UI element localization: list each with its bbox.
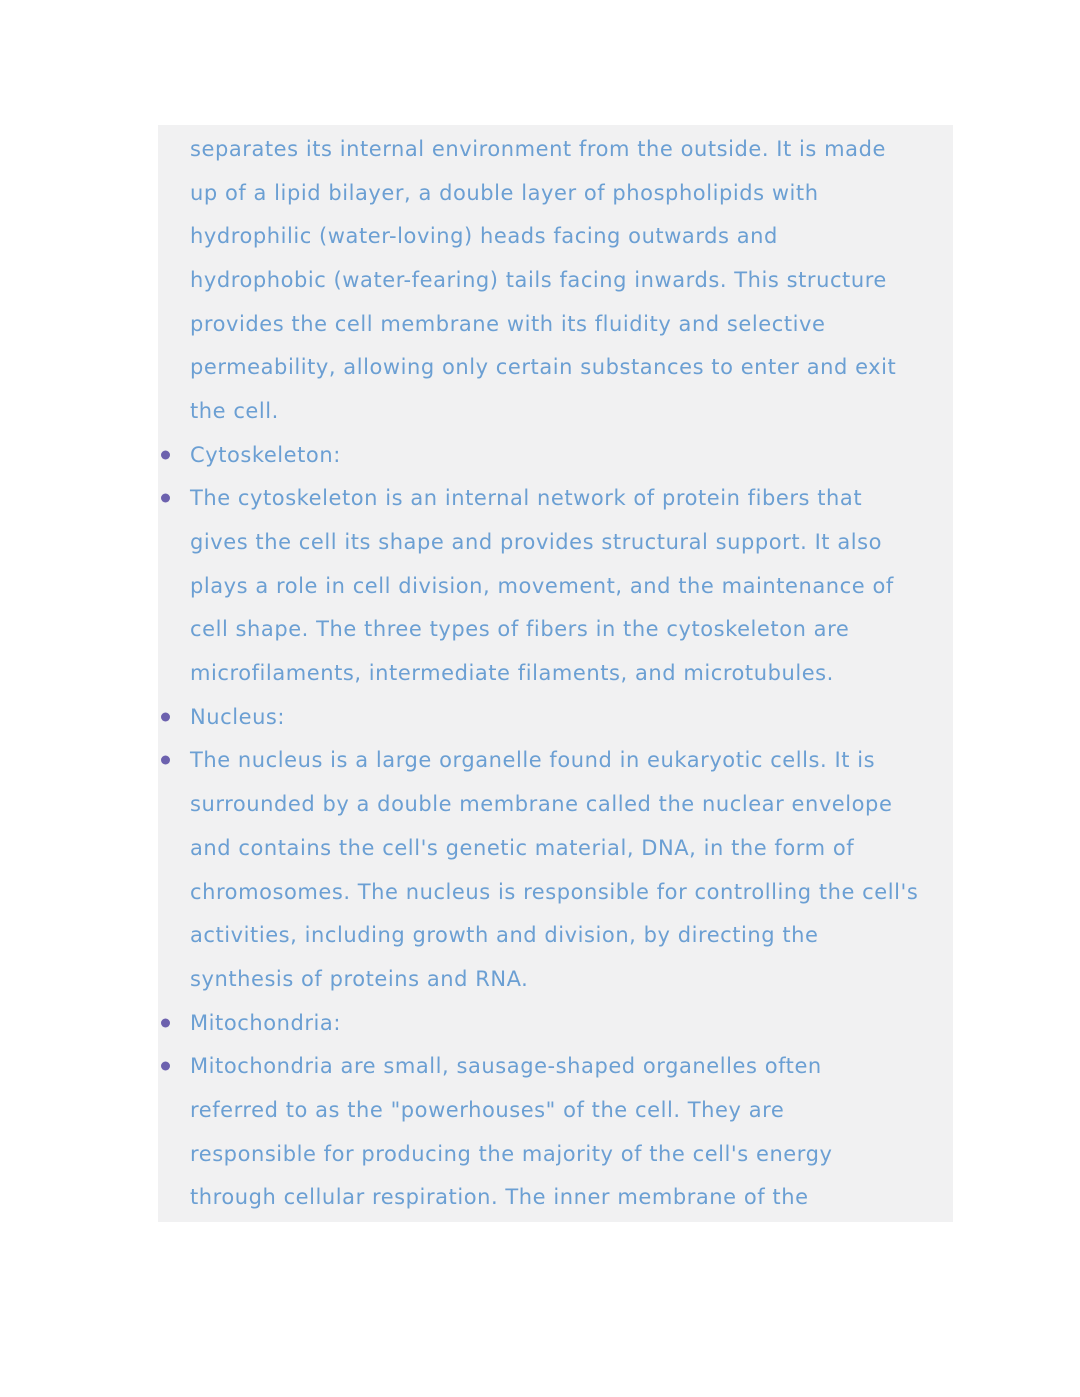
text-line bbox=[158, 782, 953, 826]
text-line bbox=[158, 302, 953, 346]
text-line-content: plays a role in cell division, movement, and the maintenance of bbox=[190, 573, 894, 598]
text-line-content: through cellular respiration. The inner membrane of the bbox=[190, 1185, 809, 1210]
text-line bbox=[158, 695, 953, 739]
text-line bbox=[158, 389, 953, 433]
text-line bbox=[158, 1132, 953, 1176]
text-line-content: separates its internal environment from the outside. It is made bbox=[190, 136, 886, 161]
text-line-content: activities, including growth and division, by directing the bbox=[190, 923, 819, 948]
text-line bbox=[158, 564, 953, 608]
bullet-icon bbox=[161, 494, 170, 503]
text-line bbox=[158, 870, 953, 914]
text-line bbox=[158, 258, 953, 302]
text-line bbox=[158, 1088, 953, 1132]
text-line bbox=[158, 1044, 953, 1088]
text-line bbox=[158, 1176, 953, 1220]
text-line bbox=[158, 433, 953, 477]
text-line bbox=[158, 214, 953, 258]
bullet-icon bbox=[161, 450, 170, 459]
text-line bbox=[158, 477, 953, 521]
text-line bbox=[158, 520, 953, 564]
text-line-content: gives the cell its shape and provides structural support. It also bbox=[190, 530, 883, 555]
text-line bbox=[158, 826, 953, 870]
text-line bbox=[158, 651, 953, 695]
text-line-content: The cytoskeleton is an internal network of protein fibers that bbox=[190, 486, 863, 511]
text-line-content: Cytoskeleton: bbox=[190, 442, 341, 467]
text-line bbox=[158, 913, 953, 957]
text-line-content: microfilaments, intermediate filaments, and microtubules. bbox=[190, 661, 834, 686]
text-line bbox=[158, 127, 953, 171]
text-line bbox=[158, 608, 953, 652]
text-line-content: provides the cell membrane with its fluidity and selective bbox=[190, 311, 826, 336]
text-line-content: chromosomes. The nucleus is responsible for controlling the cell's bbox=[190, 879, 919, 904]
text-line-content: Mitochondria: bbox=[190, 1010, 341, 1035]
text-line bbox=[158, 957, 953, 1001]
text-line-content: surrounded by a double membrane called the nuclear envelope bbox=[190, 792, 893, 817]
text-line bbox=[158, 345, 953, 389]
text-line-content: Mitochondria are small, sausage-shaped organelles often bbox=[190, 1054, 822, 1079]
text-line-content: and contains the cell's genetic material, DNA, in the form of bbox=[190, 835, 855, 860]
bullet-icon bbox=[161, 1062, 170, 1071]
text-line-content: referred to as the "powerhouses" of the cell. They are bbox=[190, 1097, 785, 1122]
text-line-content: hydrophilic (water-loving) heads facing outwards and bbox=[190, 224, 778, 249]
text-line-content: responsible for producing the majority of the cell's energy bbox=[190, 1141, 833, 1166]
bullet-icon bbox=[161, 1018, 170, 1027]
text-line bbox=[158, 1001, 953, 1045]
bullet-icon bbox=[161, 712, 170, 721]
text-line bbox=[158, 739, 953, 783]
text-line-content: cell shape. The three types of fibers in the cytoskeleton are bbox=[190, 617, 850, 642]
text-line-content: permeability, allowing only certain substances to enter and exit bbox=[190, 355, 897, 380]
text-line-content: hydrophobic (water-fearing) tails facing inwards. This structure bbox=[190, 267, 887, 292]
text-line-content: Nucleus: bbox=[190, 704, 286, 729]
notes-text-panel bbox=[158, 125, 953, 1222]
text-line-content: synthesis of proteins and RNA. bbox=[190, 966, 529, 991]
bullet-icon bbox=[161, 756, 170, 765]
text-line-content: up of a lipid bilayer, a double layer of phospholipids with bbox=[190, 180, 819, 205]
text-line bbox=[158, 171, 953, 215]
text-line-content: the cell. bbox=[190, 398, 279, 423]
text-line-content: The nucleus is a large organelle found in eukaryotic cells. It is bbox=[190, 748, 876, 773]
